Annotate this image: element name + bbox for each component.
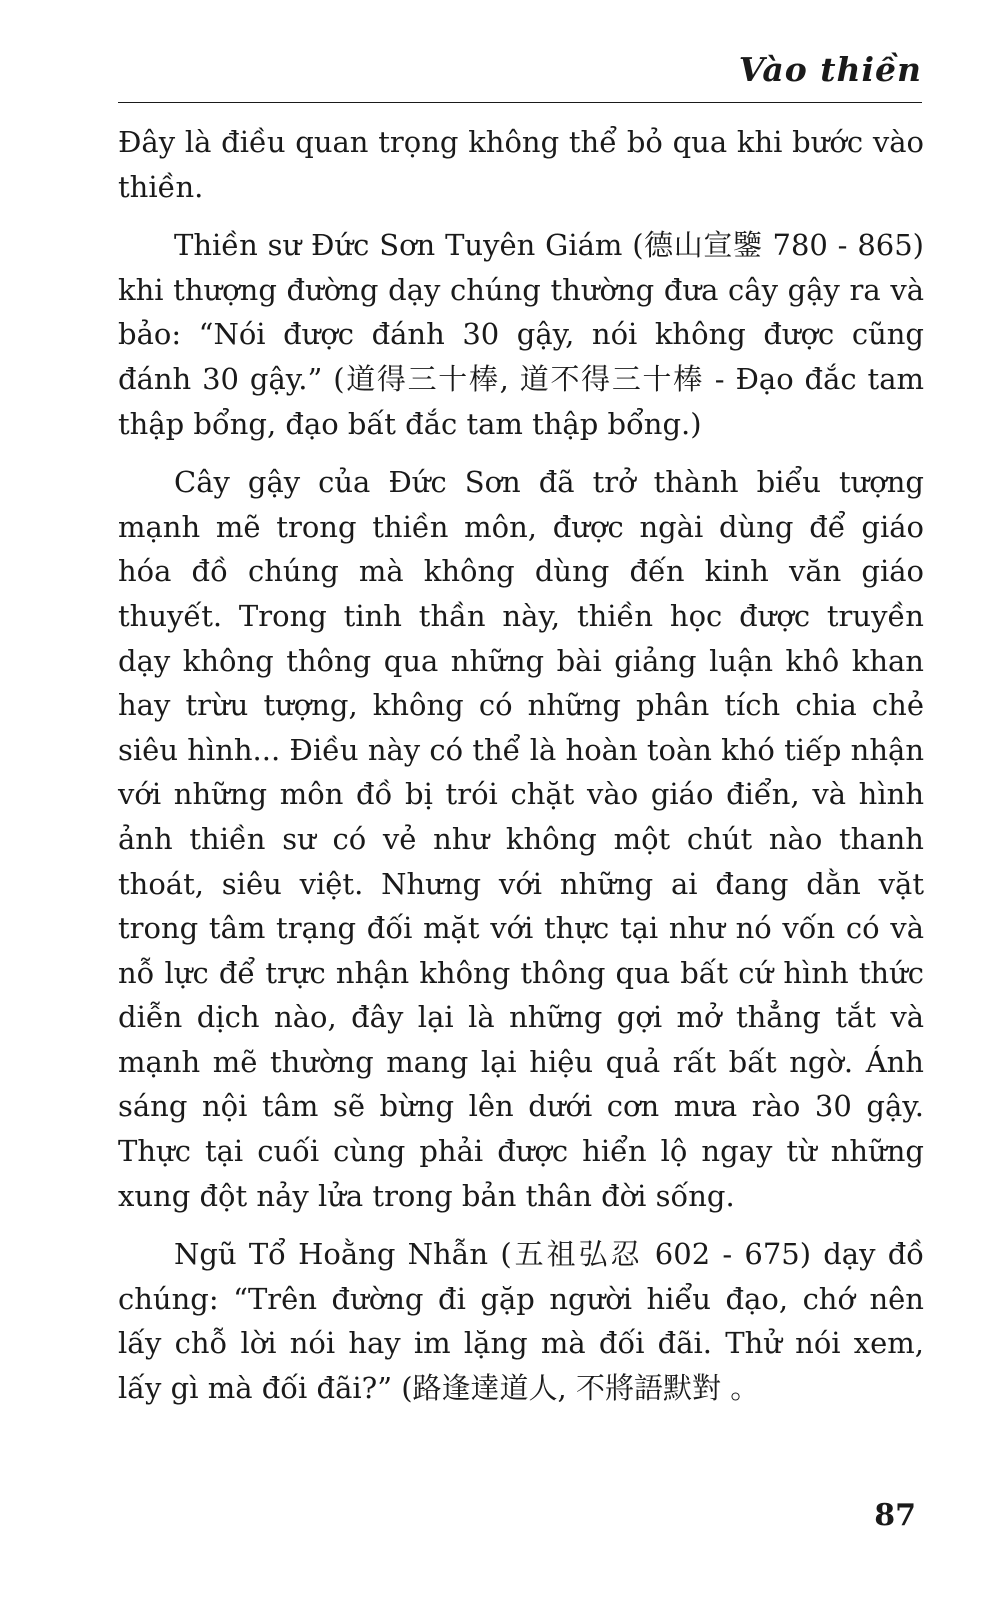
paragraph-3: Cây gậy của Đức Sơn đã trở thành biểu tượng mạnh mẽ trong thiền môn, được ngài dùng để giáo hóa đồ chúng mà không dùng đến kinh văn giáo thuyết. Trong tinh thần này, thiền học được truyền dạy không thông qua những bài giảng luận khô khan hay trừu tượng, không có những phân tích chia chẻ siêu hình... Điều này có thể là hoàn toàn khó tiếp nhận với những môn đồ bị trói chặt vào giáo điển, và hình ảnh thiền sư có vẻ như không một chút nào thanh thoát, siêu việt. Nhưng với những ai đang dằn vặt trong tâm trạng đối mặt với thực tại như nó vốn có và nỗ lực để trực nhận không thông qua bất cứ hình thức diễn dịch nào, đây lại là những gợi mở thẳng tắt và mạnh mẽ thường mang lại hiệu quả rất bất ngờ. Ánh sáng nội tâm sẽ bừng lên dưới cơn mưa rào 30 gậy. Thực tại cuối cùng phải được hiển lộ ngay từ những xung đột nảy lửa trong bản thân đời sống. <box>118 465 924 1213</box>
paragraph-1: Đây là điều quan trọng không thể bỏ qua khi bước vào thiền. <box>118 125 924 204</box>
body-text <box>118 120 924 1425</box>
paragraph-2: Thiền sư Đức Sơn Tuyên Giám (德山宣鑒 780 - 865) khi thượng đường dạy chúng thường đưa cây gậy ra và bảo: “Nói được đánh 30 gậy, nói không được cũng đánh 30 gậy.” (道得三十棒, 道不得三十棒 - Đạo đắc tam thập bổng, đạo bất đắc tam thập bổng.) <box>118 228 924 441</box>
running-header-title: Vào thiền <box>738 50 922 89</box>
paragraph-4: Ngũ Tổ Hoằng Nhẫn (五祖弘忍 602 - 675) dạy đồ chúng: “Trên đường đi gặp người hiểu đạo, chớ nên lấy chỗ lời nói hay im lặng mà đối đãi. Thử nói xem, lấy gì mà đối đãi?” (路逢達道人, 不將語默對 。 <box>118 1237 924 1406</box>
page-number: 87 <box>874 1498 916 1533</box>
header-rule <box>118 102 922 103</box>
